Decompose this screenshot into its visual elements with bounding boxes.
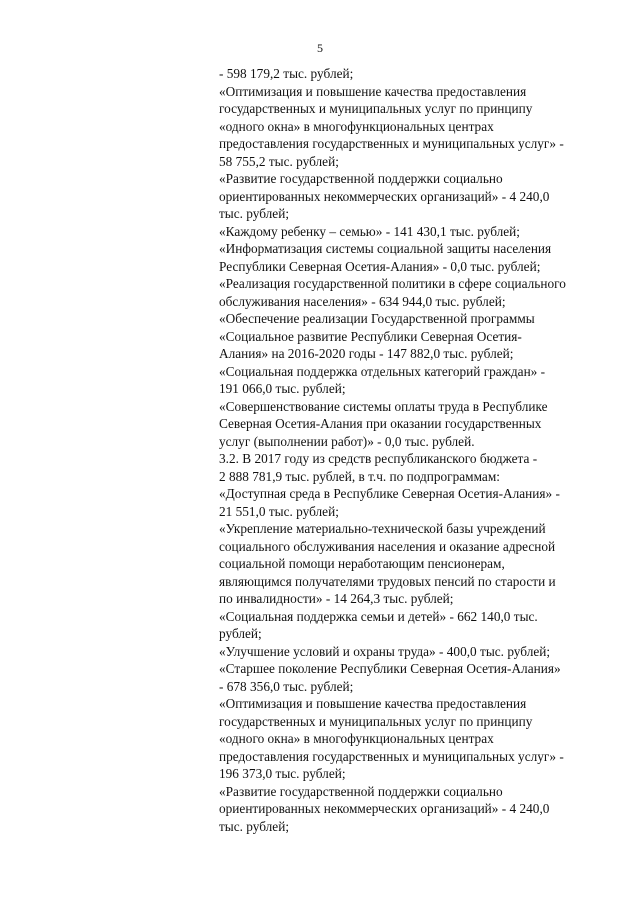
text-line: «Улучшение условий и охраны труда» - 400,0 тыс. рублей; xyxy=(219,643,551,659)
text-line: по инвалидности» - 14 264,3 тыс. рублей; xyxy=(219,591,454,606)
text-line: социальной помощи неработающим пенсионерам, xyxy=(219,556,505,571)
text-line: - 598 179,2 тыс. рублей; xyxy=(219,66,354,81)
text-line: 2 888 781,9 тыс. рублей, в т.ч. по подпрограммам: xyxy=(219,468,500,484)
text-line: «Реализация государственной политики в сфере социального xyxy=(219,276,566,291)
text-line: ориентированных некоммерческих организаций» - 4 240,0 xyxy=(219,188,550,204)
text-line: обслуживания населения» - 634 944,0 тыс. рублей; xyxy=(219,293,506,309)
text-line: 58 755,2 тыс. рублей; xyxy=(219,153,339,169)
text-line: государственных и муниципальных услуг по принципу xyxy=(219,101,533,116)
text-line: «Укрепление материально-технической базы учреждений xyxy=(219,521,546,536)
text-line: тыс. рублей; xyxy=(219,206,290,221)
text-line: «Обеспечение реализации Государственной программы xyxy=(219,311,535,326)
text-line: 191 066,0 тыс. рублей; xyxy=(219,381,346,396)
text-line: «Старшее поколение Республики Северная Осетия-Алания» xyxy=(219,661,561,676)
text-line: «Доступная среда в Республике Северная Осетия-Алания» - xyxy=(219,486,560,501)
text-line: «Совершенствование системы оплаты труда в Республике xyxy=(219,398,548,414)
document-body xyxy=(219,65,619,835)
text-line: «Социальная поддержка семьи и детей» - 662 140,0 тыс. xyxy=(219,608,538,624)
text-line: являющимся получателями трудовых пенсий по старости и xyxy=(219,573,556,589)
text-line: государственных и муниципальных услуг по принципу xyxy=(219,713,533,729)
text-line: «одного окна» в многофункциональных центрах xyxy=(219,118,494,134)
text-line: социального обслуживания населения и оказание адресной xyxy=(219,538,556,554)
text-line: тыс. рублей; xyxy=(219,818,290,834)
text-line: «Развитие государственной поддержки социально xyxy=(219,171,503,186)
text-line: предоставления государственных и муниципальных услуг» - xyxy=(219,748,564,764)
text-line: 3.2. В 2017 году из средств республиканского бюджета - xyxy=(219,451,538,466)
text-line: «Социальная поддержка отдельных категорий граждан» - xyxy=(219,363,546,379)
text-line: услуг (выполнении работ)» - 0,0 тыс. рублей. xyxy=(219,433,475,449)
text-line: рублей; xyxy=(219,626,262,641)
text-line: «Развитие государственной поддержки социально xyxy=(219,783,503,799)
text-line: Алания» на 2016-2020 годы - 147 882,0 тыс. рублей; xyxy=(219,346,514,361)
text-line: «Каждому ребенку – семью» - 141 430,1 тыс. рублей; xyxy=(219,223,520,239)
text-line: «Оптимизация и повышение качества предоставления xyxy=(219,83,527,99)
text-line: «Социальное развитие Республики Северная Осетия- xyxy=(219,328,522,344)
text-line: предоставления государственных и муниципальных услуг» - xyxy=(219,136,564,151)
text-line: «Информатизация системы социальной защиты населения xyxy=(219,241,552,256)
page-number: 5 xyxy=(317,41,323,55)
text-line: «одного окна» в многофункциональных центрах xyxy=(219,731,494,746)
text-line: 196 373,0 тыс. рублей; xyxy=(219,766,346,781)
text-line: ориентированных некоммерческих организаций» - 4 240,0 xyxy=(219,801,550,816)
text-line: «Оптимизация и повышение качества предоставления xyxy=(219,696,527,711)
text-line: Республики Северная Осетия-Алания» - 0,0 тыс. рублей; xyxy=(219,258,541,274)
text-line: Северная Осетия-Алания при оказании государственных xyxy=(219,416,542,431)
text-line: - 678 356,0 тыс. рублей; xyxy=(219,678,354,694)
text-line: 21 551,0 тыс. рублей; xyxy=(219,503,339,519)
